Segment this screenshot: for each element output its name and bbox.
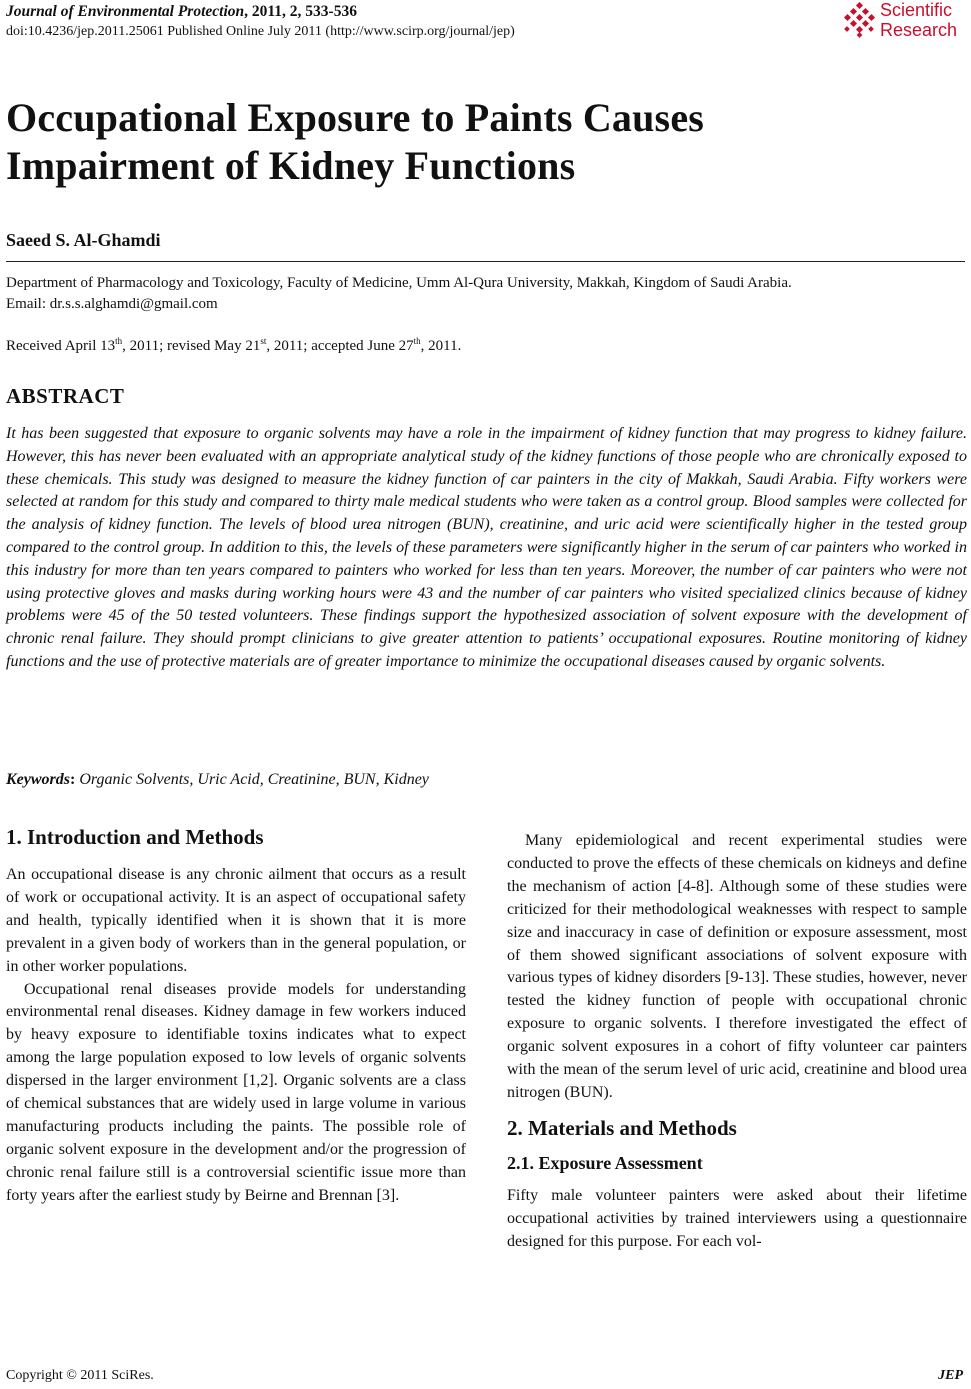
logo-line-1: Scientific [880, 0, 953, 20]
received-sup: th [115, 336, 123, 346]
paper-title [6, 94, 906, 190]
publisher-logo[interactable] [840, 0, 965, 44]
accepted-year: , 2011. [420, 338, 462, 354]
section-2-1-paragraph: Fifty male volunteer painters were asked about their lifetime occupational activities by trained interviewers using a questionnaire designed for this purpose. For each vol- [507, 1186, 967, 1250]
logo-wordmark [880, 0, 957, 40]
journal-volume: , 2011, 2, 533-536 [244, 3, 357, 20]
abstract-text: It has been suggested that exposure to organic solvents may have a role in the impairment of kidney function that may progress to kidney failure. However, this has never been evaluated with an appropriate analytical study of the kidney functions of those people who are chronically exposed to these chemicals. This study was designed to measure the kidney function of car painters in the city of Makkah, Saudi Arabia. Fifty workers were selected at random for this study and compared to thirty male medical students who were taken as a control group. Blood samples were collected for the analysis of kidney function. The levels of blood urea nitrogen (BUN), creatinine, and uric acid were scientifically higher in the tested group compared to the control group. In addition to this, the levels of these parameters were significantly higher in the serum of car painters who worked in this industry for more than ten years compared to painters who worked for less than ten years. Moreover, the number of car painters who were not using protective gloves and masks during working hours were 43 and the number of car painters who visited specialized clinics because of kidney problems were 45 of the 50 tested volunteers. These findings support the hypothesized association of solvent exposure with the development of chronic renal failure. They should prompt clinicians to give greater attention to patients’ occupational exposures. Routine monitoring of kidney functions and the use of protective materials are of greater importance to minimize the occupational diseases caused by organic solvents. [6, 425, 967, 670]
author-name: Saeed S. Al-Ghamdi [6, 230, 161, 250]
accepted-sup: th [413, 336, 421, 346]
author-divider [6, 261, 965, 262]
received-dates [6, 336, 461, 355]
footer-copyright: Copyright © 2011 SciRes. [6, 1368, 154, 1383]
right-column [507, 830, 967, 1254]
journal-name: Journal of Environmental Protection [6, 3, 245, 20]
received-text: Received April 13 [6, 338, 116, 354]
logo-line-2: Research [880, 20, 958, 40]
abstract-heading: ABSTRACT [6, 384, 125, 408]
journal-citation [6, 3, 357, 21]
affiliation: Department of Pharmacology and Toxicology, Faculty of Medicine, Umm Al-Qura University, Makkah, Kingdom of Saudi Arabia. [6, 275, 792, 291]
keywords-label: Keywords [6, 771, 70, 788]
section-1-heading: 1. Introduction and Methods [6, 825, 264, 849]
section-1-paragraph-2: Occupational renal diseases provide models for understanding environmental renal diseases. Kidney damage in few workers induced by heavy exposure to identifiable toxins indicates what to expect among the large population exposed to low levels of organic solvents dispersed in the larger environment [1,2]. Organic solvents are a class of chemical substances that are widely used in large volume in various manufacturing products including the paints. The possible role of organic solvent exposure in the development and/or the progression of chronic renal failure still is a controversial scientific issue more than forty years after the earliest study by Beirne and Brennan [3]. [6, 980, 466, 1204]
keywords: Keywords: Organic Solvents, Uric Acid, Creatinine, BUN, Kidney [6, 771, 429, 788]
revised-sup: st [260, 336, 267, 346]
revised-text: , 2011; revised May 21 [122, 338, 261, 354]
section-2-1-heading: 2.1. Exposure Assessment [507, 1152, 703, 1173]
left-column [6, 824, 466, 1208]
title-line-2: Impairment of Kidney Functions [6, 143, 576, 188]
affiliation-block [6, 273, 792, 315]
section-1-paragraph-3: Many epidemiological and recent experimental studies were conducted to prove the effects of these chemicals on kidneys and define the mechanism of action [4-8]. Although some of these studies were criticized for their methodological weaknesses with respect to sample size and inaccuracy in case of definition or exposure assessment, most of them showed significant associations of solvent exposure with various types of kidney disorders [9-13]. These studies, however, never tested the kidney function of people with occupational chronic exposure to organic solvents. I therefore investigated the effect of organic solvent exposures in a cohort of fifty volunteer car painters with the mean of the serum level of uric acid, creatinine and blood urea nitrogen (BUN). [507, 832, 967, 1101]
scirp-diamond-logo-icon [840, 2, 878, 40]
section-2-heading: 2. Materials and Methods [507, 1115, 737, 1140]
section-1-paragraph-1: An occupational disease is any chronic ailment that occurs as a result of work or occupational activity. It is an aspect of occupational safety and health, typically identified when it is shown that it is more prevalent in a given body of workers than in the general population, or in other worker populations. [6, 866, 466, 975]
accepted-text: , 2011; accepted June 27 [266, 338, 414, 354]
author-email[interactable]: Email: dr.s.s.alghamdi@gmail.com [6, 296, 218, 312]
keywords-list: Organic Solvents, Uric Acid, Creatinine, BUN, Kidney [79, 771, 429, 788]
footer-journal-abbr: JEP [938, 1368, 963, 1383]
title-line-1: Occupational Exposure to Paints Causes [6, 95, 705, 140]
doi-line: doi:10.4236/jep.2011.25061 Published Online July 2011 (http://www.scirp.org/journal/jep) [6, 24, 515, 39]
